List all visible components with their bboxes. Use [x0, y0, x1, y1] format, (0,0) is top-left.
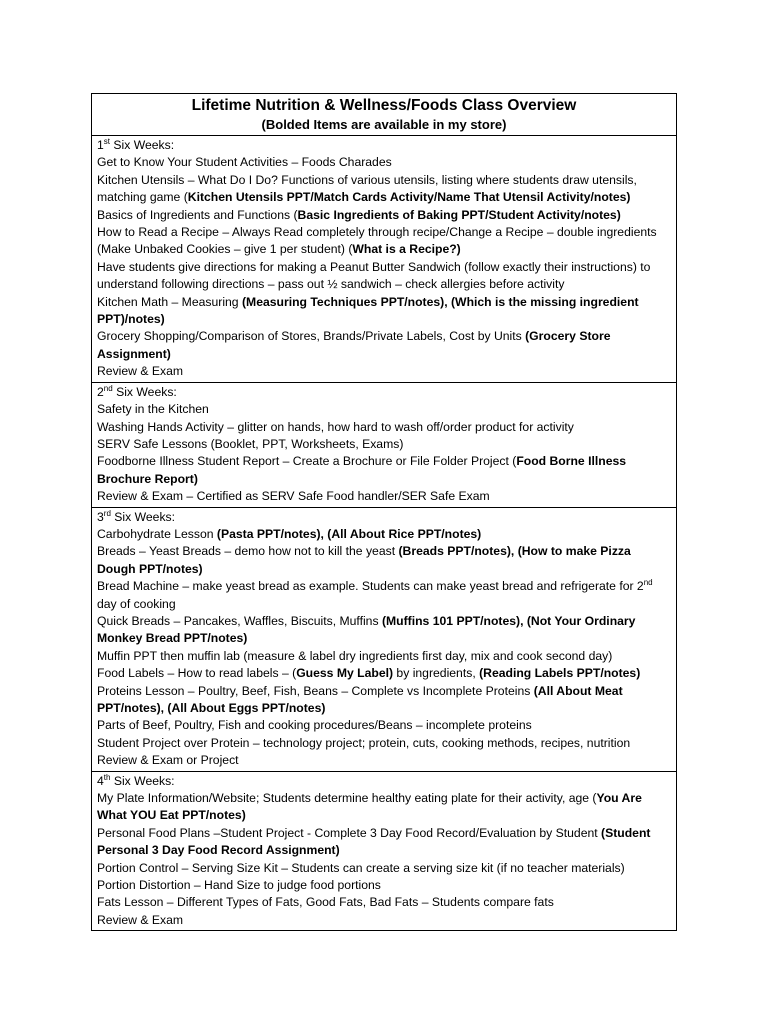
item-text: Kitchen Utensils – What Do I Do? Functions of various utensils, listing where students draw utensils, matching game (: [97, 172, 637, 205]
item-text: Have students give directions for making a Peanut Butter Sandwich (follow exactly their instructions) to understand following directions – pass out ½ sandwich – check allergies before activity: [97, 259, 651, 292]
item-text: Safety in the Kitchen: [97, 402, 209, 417]
bold-store-item: Food Borne Illness Brochure Report): [97, 454, 627, 486]
item-text: Kitchen Math – Measuring: [97, 294, 242, 309]
bold-store-item: (Muffins 101 PPT/notes), (Not Your Ordinary Monkey Bread PPT/notes): [97, 613, 636, 646]
bold-store-item: What is a Recipe?): [352, 242, 461, 257]
bold-store-item: (Grocery Store Assignment): [97, 329, 611, 361]
list-item: [97, 860, 672, 877]
section-4: [92, 772, 676, 931]
item-text: Proteins Lesson – Poultry, Beef, Fish, Beans – Complete vs Incomplete Proteins: [97, 683, 534, 698]
list-item: [97, 259, 672, 294]
item-text: day of cooking: [97, 596, 176, 611]
bold-store-item: Basic Ingredients of Baking PPT/Student Activity/notes): [297, 207, 621, 222]
list-item: [97, 877, 672, 894]
item-text: Personal Food Plans –Student Project - Complete 3 Day Food Record/Evaluation by Student: [97, 825, 602, 840]
list-item: [97, 488, 672, 505]
list-item: [97, 453, 672, 488]
section-number: 3: [97, 509, 104, 524]
list-item: [97, 912, 672, 929]
list-item: [97, 207, 672, 224]
item-text: Foodborne Illness Student Report – Create a Brochure or File Folder Project (: [97, 454, 517, 469]
item-text: Review & Exam or Project: [97, 753, 239, 768]
section-1: [92, 136, 676, 383]
section-number: 1: [97, 138, 104, 152]
list-item: [97, 526, 672, 543]
bold-store-item: (Measuring Techniques PPT/notes), (Which is the missing ingredient PPT)/notes): [97, 294, 639, 327]
list-item: [97, 328, 672, 363]
item-text: Review & Exam: [97, 912, 184, 927]
item-text: Portion Control – Serving Size Kit – Students can create a serving size kit (if no teacher materials): [97, 860, 625, 875]
item-text: nd: [643, 578, 653, 588]
list-item: [97, 894, 672, 911]
item-text: Get to Know Your Student Activities – Foods Charades: [97, 155, 392, 170]
section-label: Six Weeks:: [110, 509, 176, 524]
section-ordinal: st: [103, 136, 111, 146]
bold-store-item: Kitchen Utensils PPT/Match Cards Activity/Name That Utensil Activity/notes): [187, 190, 631, 205]
bold-store-item: (Student Personal 3 Day Food Record Assignment): [97, 825, 651, 858]
section-ordinal: th: [103, 772, 111, 782]
item-text: How to Read a Recipe – Always Read completely through recipe/Change a Recipe – double ingredients (Make Unbaked Cookies – give 1 per student) (: [97, 225, 657, 257]
list-item: [97, 363, 672, 380]
page-subtitle: (Bolded Items are available in my store): [261, 117, 507, 132]
item-text: Bread Machine – make yeast bread as example. Students can make yeast bread and refrigerate for 2: [97, 579, 644, 594]
item-text: Review & Exam – Certified as SERV Safe Food handler/SER Safe Exam: [97, 489, 490, 504]
overview-table: [91, 93, 677, 931]
bold-store-item: (Reading Labels PPT/notes): [479, 666, 641, 681]
list-item: [97, 436, 672, 453]
section-label: Six Weeks:: [110, 138, 175, 152]
list-item: [97, 172, 672, 207]
list-item: [97, 224, 672, 259]
section-heading: [97, 137, 672, 154]
list-item: [97, 578, 672, 613]
item-text: Fats Lesson – Different Types of Fats, Good Fats, Bad Fats – Students compare fats: [97, 895, 554, 910]
section-label: Six Weeks:: [110, 773, 175, 788]
list-item: [97, 790, 672, 825]
section-number: 2: [97, 384, 104, 399]
section-heading: [97, 384, 672, 401]
section-heading: [97, 773, 672, 790]
item-text: Parts of Beef, Poultry, Fish and cooking procedures/Beans – incomplete proteins: [97, 718, 532, 733]
item-text: Basics of Ingredients and Functions (: [97, 207, 298, 222]
item-text: Washing Hands Activity – glitter on hands, how hard to wash off/order product for activity: [97, 419, 574, 434]
list-item: [97, 683, 672, 718]
item-text: Muffin PPT then muffin lab (measure & label dry ingredients first day, mix and cook second day): [97, 648, 613, 663]
list-item: [97, 401, 672, 418]
sections-container: [92, 136, 676, 930]
item-text: Carbohydrate Lesson: [97, 526, 217, 541]
bold-store-item: (All About Meat PPT/notes), (All About Eggs PPT/notes): [97, 683, 623, 715]
item-text: Quick Breads – Pancakes, Waffles, Biscuits, Muffins: [97, 613, 382, 628]
item-text: My Plate Information/Website; Students determine healthy eating plate for their activity, age (: [97, 791, 597, 806]
list-item: [97, 613, 672, 648]
page-title: Lifetime Nutrition & Wellness/Foods Class Overview: [191, 97, 577, 114]
item-text: Food Labels – How to read labels – (: [97, 666, 297, 681]
item-text: Breads – Yeast Breads – demo how not to kill the yeast: [97, 544, 399, 559]
list-item: [97, 154, 672, 171]
item-text: SERV Safe Lessons (Booklet, PPT, Worksheets, Exams): [97, 436, 404, 451]
item-text: Review & Exam: [97, 364, 184, 379]
list-item: [97, 665, 672, 682]
bold-store-item: Guess My Label): [296, 666, 394, 681]
list-item: [97, 717, 672, 734]
bold-store-item: (Pasta PPT/notes), (All About Rice PPT/notes): [216, 526, 482, 541]
list-item: [97, 752, 672, 769]
section-ordinal: rd: [103, 508, 111, 518]
section-3: [92, 508, 676, 772]
bold-store-item: You Are What YOU Eat PPT/notes): [97, 791, 642, 823]
section-heading: [97, 509, 672, 526]
item-text: Portion Distortion – Hand Size to judge food portions: [97, 878, 381, 893]
list-item: [97, 543, 672, 578]
item-text: Student Project over Protein – technology project; protein, cuts, cooking methods, recipes, nutrition: [97, 735, 631, 750]
section-number: 4: [97, 773, 104, 788]
list-item: [97, 648, 672, 665]
bold-store-item: (Breads PPT/notes), (How to make Pizza Dough PPT/notes): [97, 544, 631, 576]
list-item: [97, 294, 672, 329]
list-item: [97, 825, 672, 860]
list-item: [97, 419, 672, 436]
section-2: [92, 383, 676, 508]
item-text: Grocery Shopping/Comparison of Stores, Brands/Private Labels, Cost by Units: [97, 329, 526, 344]
table-header: [92, 94, 676, 136]
item-text: by ingredients,: [393, 666, 480, 681]
section-ordinal: nd: [103, 383, 113, 393]
list-item: [97, 735, 672, 752]
section-label: Six Weeks:: [112, 384, 177, 399]
